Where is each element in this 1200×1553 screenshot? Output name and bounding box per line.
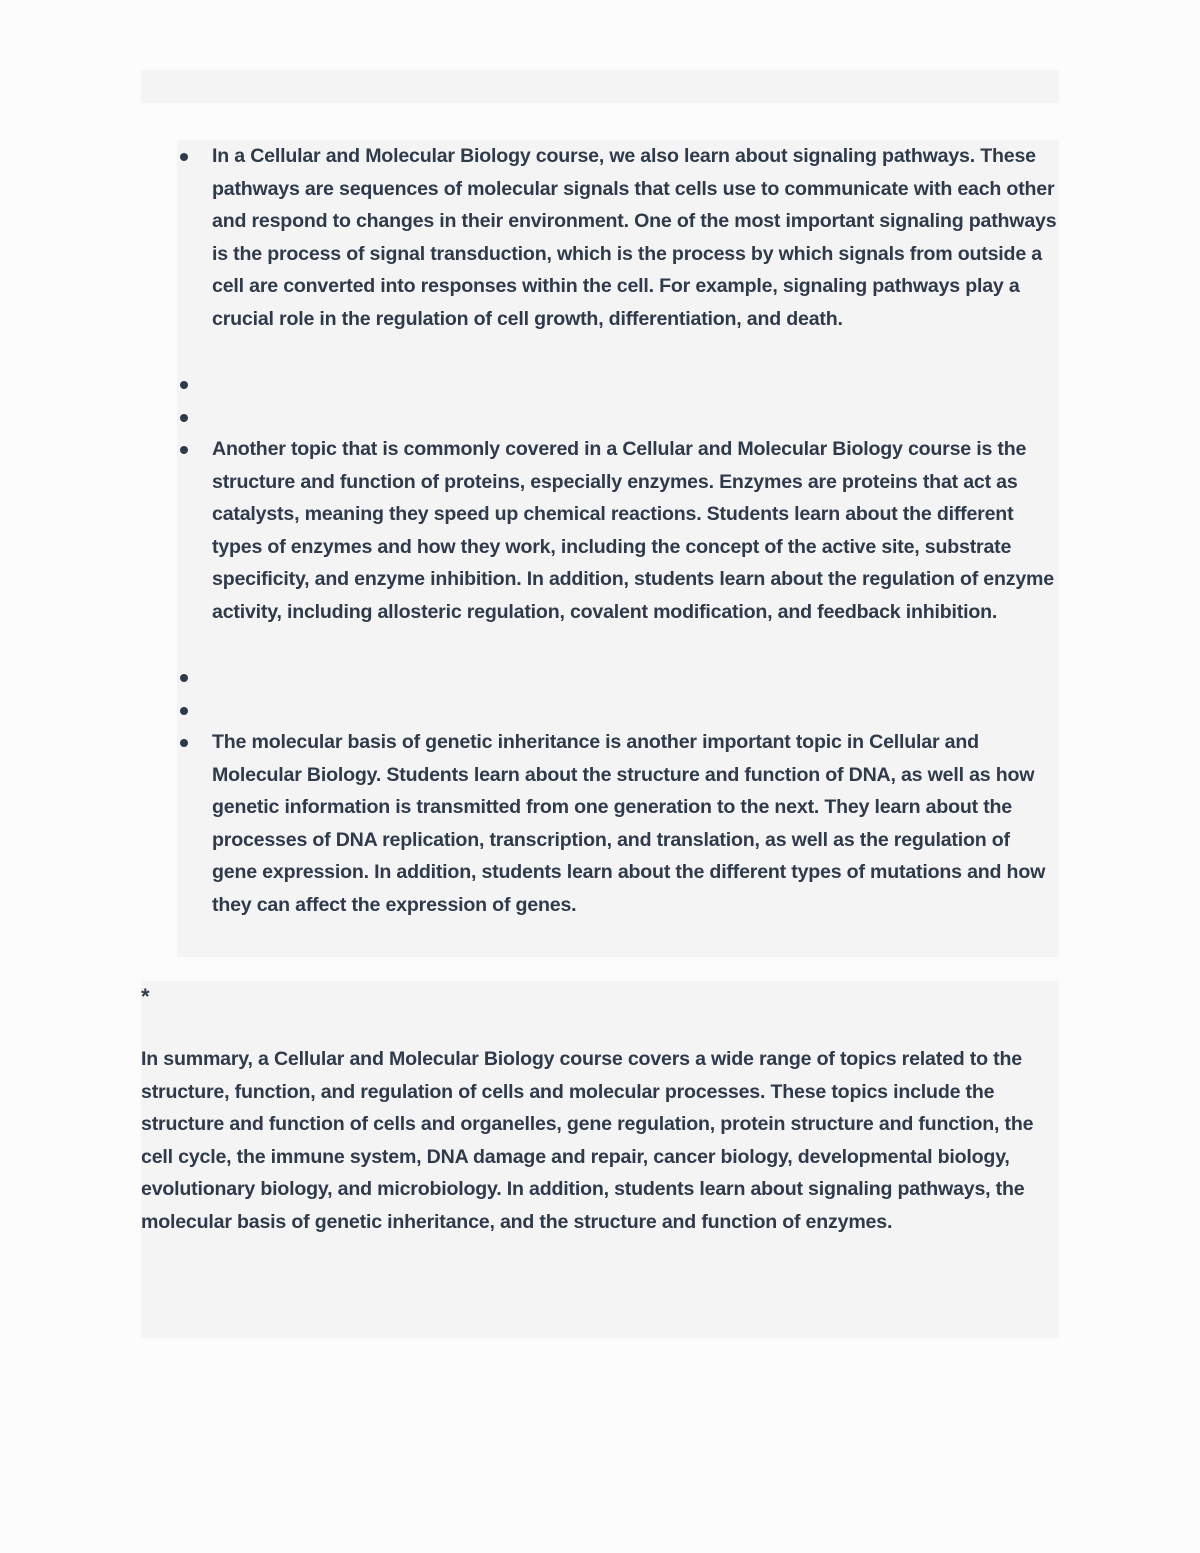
list-item: [177, 433, 1059, 629]
list-item-empty: [177, 401, 1059, 434]
list-item-empty: [177, 694, 1059, 727]
list-item-text: Another topic that is commonly covered in a Cellular and Molecular Biology course is the structure and function of proteins, especially enzymes. Enzymes are proteins that act as catalysts, meaning they speed up chemical reactions. Students learn about the different types of enzymes and how they work, including the concept of the active site, substrate specificity, and enzyme inhibition. In addition, students learn about the regulation of enzyme activity, including allosteric regulation, covalent modification, and feedback inhibition.: [212, 438, 1054, 623]
list-item: [177, 726, 1059, 922]
bullet-icon: [180, 674, 188, 682]
bullet-icon: [180, 414, 188, 422]
top-shaded-band: [141, 70, 1059, 103]
bullet-icon: [180, 153, 188, 161]
list-item-text: The molecular basis of genetic inheritance is another important topic in Cellular and Molecular Biology. Students learn about the structure and function of DNA, as well as how genetic information is transmitted from one generation to the next. They learn about the processes of DNA replication, transcription, and translation, as well as the regulation of gene expression. In addition, students learn about the different types of mutations and how they can affect the expression of genes.: [212, 731, 1046, 916]
list-item: [177, 140, 1059, 336]
list-item-empty: [177, 661, 1059, 694]
list-item-empty: [177, 368, 1059, 401]
bullet-icon: [180, 381, 188, 389]
summary-paragraph: In summary, a Cellular and Molecular Biology course covers a wide range of topics related to the structure, function, and regulation of cells and molecular processes. These topics include the structure and function of cells and organelles, gene regulation, protein structure and function, the cell cycle, the immune system, DNA damage and repair, cancer biology, developmental biology, evolutionary biology, and microbiology. In addition, students learn about signaling pathways, the molecular basis of genetic inheritance, and the structure and function of enzymes.: [141, 1048, 1034, 1233]
bullet-icon: [180, 707, 188, 715]
list-item-text: In a Cellular and Molecular Biology course, we also learn about signaling pathways. These pathways are sequences of molecular signals that cells use to communicate with each other and respond to changes in their environment. One of the most important signaling pathways is the process of signal transduction, which is the process by which signals from outside a cell are converted into responses within the cell. For example, signaling pathways play a crucial role in the regulation of cell growth, differentiation, and death.: [212, 145, 1057, 330]
bullet-list-section: [177, 140, 1059, 957]
summary-section: [141, 981, 1059, 1338]
asterisk-marker: *: [141, 984, 150, 1009]
bullet-icon: [180, 739, 188, 747]
bullet-icon: [180, 446, 188, 454]
